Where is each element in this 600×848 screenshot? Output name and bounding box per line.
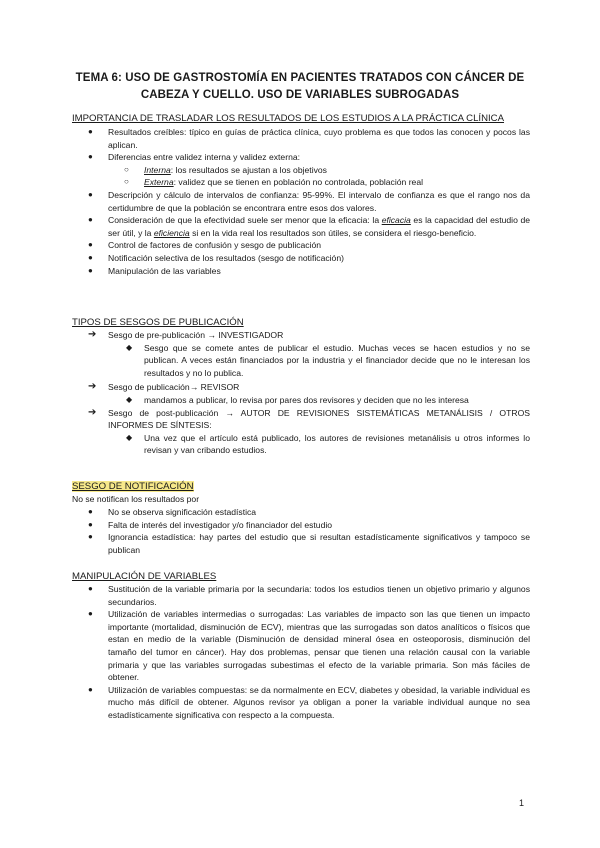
bullet-icon: ● bbox=[88, 507, 93, 516]
section-manipulacion-list bbox=[88, 583, 530, 722]
bullet-icon: ● bbox=[88, 532, 93, 542]
list-item: ● Control de factores de confusión y sesgo de publicación bbox=[88, 240, 322, 251]
term-eficiencia: eficiencia bbox=[153, 227, 190, 238]
list-item: ● Ignorancia estadística: hay partes del estudio que si resultan estadísticamente significativos y tampoco se publican bbox=[88, 532, 530, 555]
list-subitem: ○ Externa: validez que se tienen en población no controlada, población real bbox=[124, 177, 424, 188]
title-line-2: CABEZA Y CUELLO. USO DE VARIABLES SUBROGADAS bbox=[140, 89, 460, 101]
bullet-icon: ● bbox=[88, 609, 93, 619]
list-item: ● Sustitución de la variable primaria por la secundaria: todos los estudios tienen un objetivo primario y algunos secundarios. bbox=[88, 584, 530, 607]
bullet-icon: ● bbox=[88, 127, 93, 136]
term-interna: Interna bbox=[144, 164, 171, 175]
diamond-bullet-icon: ◆ bbox=[126, 394, 133, 404]
section-heading-sesgo-notificacion: SESGO DE NOTIFICACIÓN bbox=[72, 481, 194, 492]
circle-bullet-icon: ○ bbox=[124, 164, 129, 174]
list-subitem: ◆ Sesgo que se comete antes de publicar el estudio. Muchas veces se hacen estudios y no se publican. A veces están financiados por la industria y el financiador decide que no le interesan los resultados y no lo publica. bbox=[126, 342, 530, 378]
list-item: ● Falta de interés del investigador y/o financiador del estudio bbox=[88, 519, 333, 530]
list-item: ➔ Sesgo de pre-publicación → INVESTIGADOR bbox=[88, 329, 284, 340]
term-externa: Externa bbox=[144, 177, 174, 188]
diamond-bullet-icon: ◆ bbox=[126, 342, 133, 352]
list-item: ● No se observa significación estadística bbox=[88, 507, 257, 517]
list-item: ● Resultados creíbles: típico en guías de práctica clínica, cuyo problema es que todos las conocen y pocos las aplican. bbox=[88, 127, 530, 150]
bullet-icon: ● bbox=[88, 189, 93, 199]
bullet-icon: ● bbox=[88, 240, 93, 250]
section-heading-manipulacion: MANIPULACIÓN DE VARIABLES bbox=[72, 571, 217, 582]
title-line-1: TEMA 6: USO DE GASTROSTOMÍA EN PACIENTES TRATADOS CON CÁNCER DE bbox=[75, 72, 525, 84]
term-eficacia: eficacia bbox=[381, 215, 411, 226]
list-subitem: ○ Interna: los resultados se ajustan a los objetivos bbox=[124, 164, 327, 175]
list-item: ● Descripción y cálculo de intervalos de confianza: 95-99%. El intervalo de confianza es que el rango nos da certidumbre de que la población se encontrara entre esos dos valores. bbox=[88, 189, 530, 213]
bullet-icon: ● bbox=[88, 584, 93, 593]
list-item: ● Notificación selectiva de los resultados (sesgo de notificación) bbox=[88, 252, 344, 263]
list-subitem: ◆ mandamos a publicar, lo revisa por pares dos revisores y deciden que no les interesa bbox=[126, 394, 469, 405]
bullet-icon: ● bbox=[88, 684, 93, 694]
section-importancia-list bbox=[88, 126, 530, 277]
section-heading-tipos-sesgos: TIPOS DE SESGOS DE PUBLICACIÓN bbox=[72, 317, 244, 328]
bullet-icon: ● bbox=[88, 152, 93, 162]
page-title bbox=[70, 70, 530, 104]
arrow-bullet-icon: ➔ bbox=[88, 381, 97, 393]
bullet-icon: ● bbox=[88, 519, 93, 529]
list-item: ● Diferencias entre validez interna y validez externa: bbox=[88, 152, 301, 163]
page-number: 1 bbox=[518, 798, 524, 808]
section-sesgo-notificacion-intro: No se notifican los resultados por bbox=[72, 494, 200, 504]
list-subitem: ◆ Una vez que el artículo está publicado, los autores de revisiones metanálisis u otros informes lo revisan y van cribando estudios. bbox=[126, 432, 530, 456]
arrow-bullet-icon: ➔ bbox=[88, 406, 97, 418]
circle-bullet-icon: ○ bbox=[124, 177, 129, 187]
list-item: ● Manipulación de las variables bbox=[88, 265, 221, 276]
bullet-icon: ● bbox=[88, 265, 93, 275]
section-heading-importancia: IMPORTANCIA DE TRASLADAR LOS RESULTADOS DE LOS ESTUDIOS A LA PRÁCTICA CLÍNICA bbox=[72, 113, 505, 124]
list-item: ● Consideración de que la efectividad suele ser menor que la eficacia: la eficacia es la capacidad del estudio de ser útil, y la eficiencia si en la vida real los resultados son útiles, se considera el riesgo-beneficio. bbox=[88, 215, 531, 238]
bullet-icon: ● bbox=[88, 252, 93, 262]
bullet-icon: ● bbox=[88, 215, 93, 225]
list-item: ● Utilización de variables intermedias o surrogadas: Las variables de impacto son las que tienen un impacto importante (mortalidad, disminución de ECV), mientras que las surrogadas son datos analíticos o físicos que estan en medio de la variable (Disminución de densidad mineral ósea en osteoporosis, disminución del tamaño del tumor en cáncer). Hay dos problemas, pensar que tienen una relación causal con la variable primaria y que las variables surrogadas subestimas el efecto de la variable primaria. Son más fáciles de obtener. bbox=[88, 609, 530, 683]
list-item: ➔ Sesgo de post-publicación → AUTOR DE REVISIONES SISTEMÁTICAS METANÁLISIS / OTROS INFORMES DE SÍNTESIS: bbox=[88, 406, 530, 431]
list-item: ● Utilización de variables compuestas: se da normalmente en ECV, diabetes y obesidad, la variable individual es mucho más difícil de obtener. Algunos revisor ya obligan a poner la variable individual aunque no sea estadísticamente significativa con respecto a la compuesta. bbox=[88, 684, 530, 720]
diamond-bullet-icon: ◆ bbox=[126, 432, 133, 442]
list-item: ➔ Sesgo de publicación→ REVISOR bbox=[88, 381, 240, 393]
arrow-bullet-icon: ➔ bbox=[88, 329, 97, 340]
section-tipos-sesgos-list bbox=[88, 329, 530, 457]
section-sesgo-notificacion-list bbox=[88, 506, 530, 556]
